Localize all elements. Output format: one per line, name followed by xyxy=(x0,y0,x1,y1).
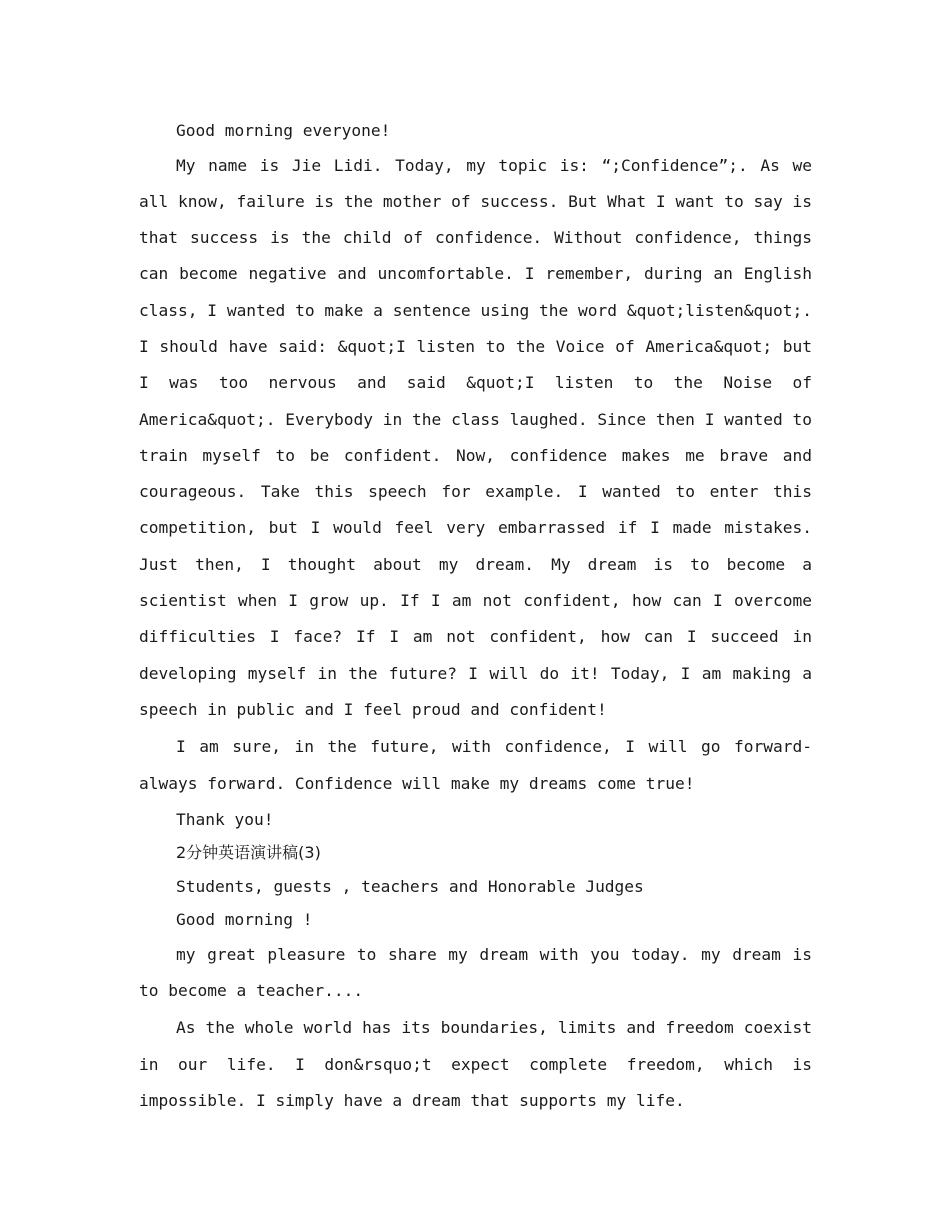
closing-line: Thank you! xyxy=(176,809,274,829)
salutation-line: Students, guests , teachers and Honorable Judges xyxy=(176,876,644,896)
document-body xyxy=(139,114,812,1120)
greeting-line: Good morning everyone! xyxy=(176,121,391,140)
speech-paragraph: My name is Jie Lidi. Today, my topic is: “;Confidence”;. As we all know, failure is the mother of success. But What I want to say is that success is the child of confidence. Without confidence, things can become negative and uncomfortable. I remember, during an English class, I wanted to make a sentence using the word &quot;listen&quot;. I should have said: &quot;I listen to the Voice of America&quot; but I was too nervous and said &quot;I listen to the Noise of America&quot;. Everybody in the class laughed. Since then I wanted to train myself to be confident. Now, confidence makes me brave and courageous. Take this speech for example. I wanted to enter this competition, but I would feel very embarrassed if I made mistakes. Just then, I thought about my dream. My dream is to become a scientist when I grow up. If I am not confident, how can I overcome difficulties I face? If I am not confident, how can I succeed in developing myself in the future? I will do it! Today, I am making a speech in public and I feel proud and confident! xyxy=(139,155,812,719)
speech-paragraph: my great pleasure to share my dream with you today. my dream is to become a teacher.... xyxy=(139,944,812,1001)
greeting-line: Good morning ! xyxy=(176,910,313,930)
speech-paragraph: As the whole world has its boundaries, limits and freedom coexist in our life. I don&rsquo;t expect complete freedom, which is impossible. I simply have a dream that supports my life. xyxy=(139,1018,812,1111)
speech-paragraph: I am sure, in the future, with confidence, I will go forward-always forward. Confidence will make my dreams come true! xyxy=(139,737,812,793)
section-heading: 2分钟英语演讲稿(3) xyxy=(176,843,321,863)
